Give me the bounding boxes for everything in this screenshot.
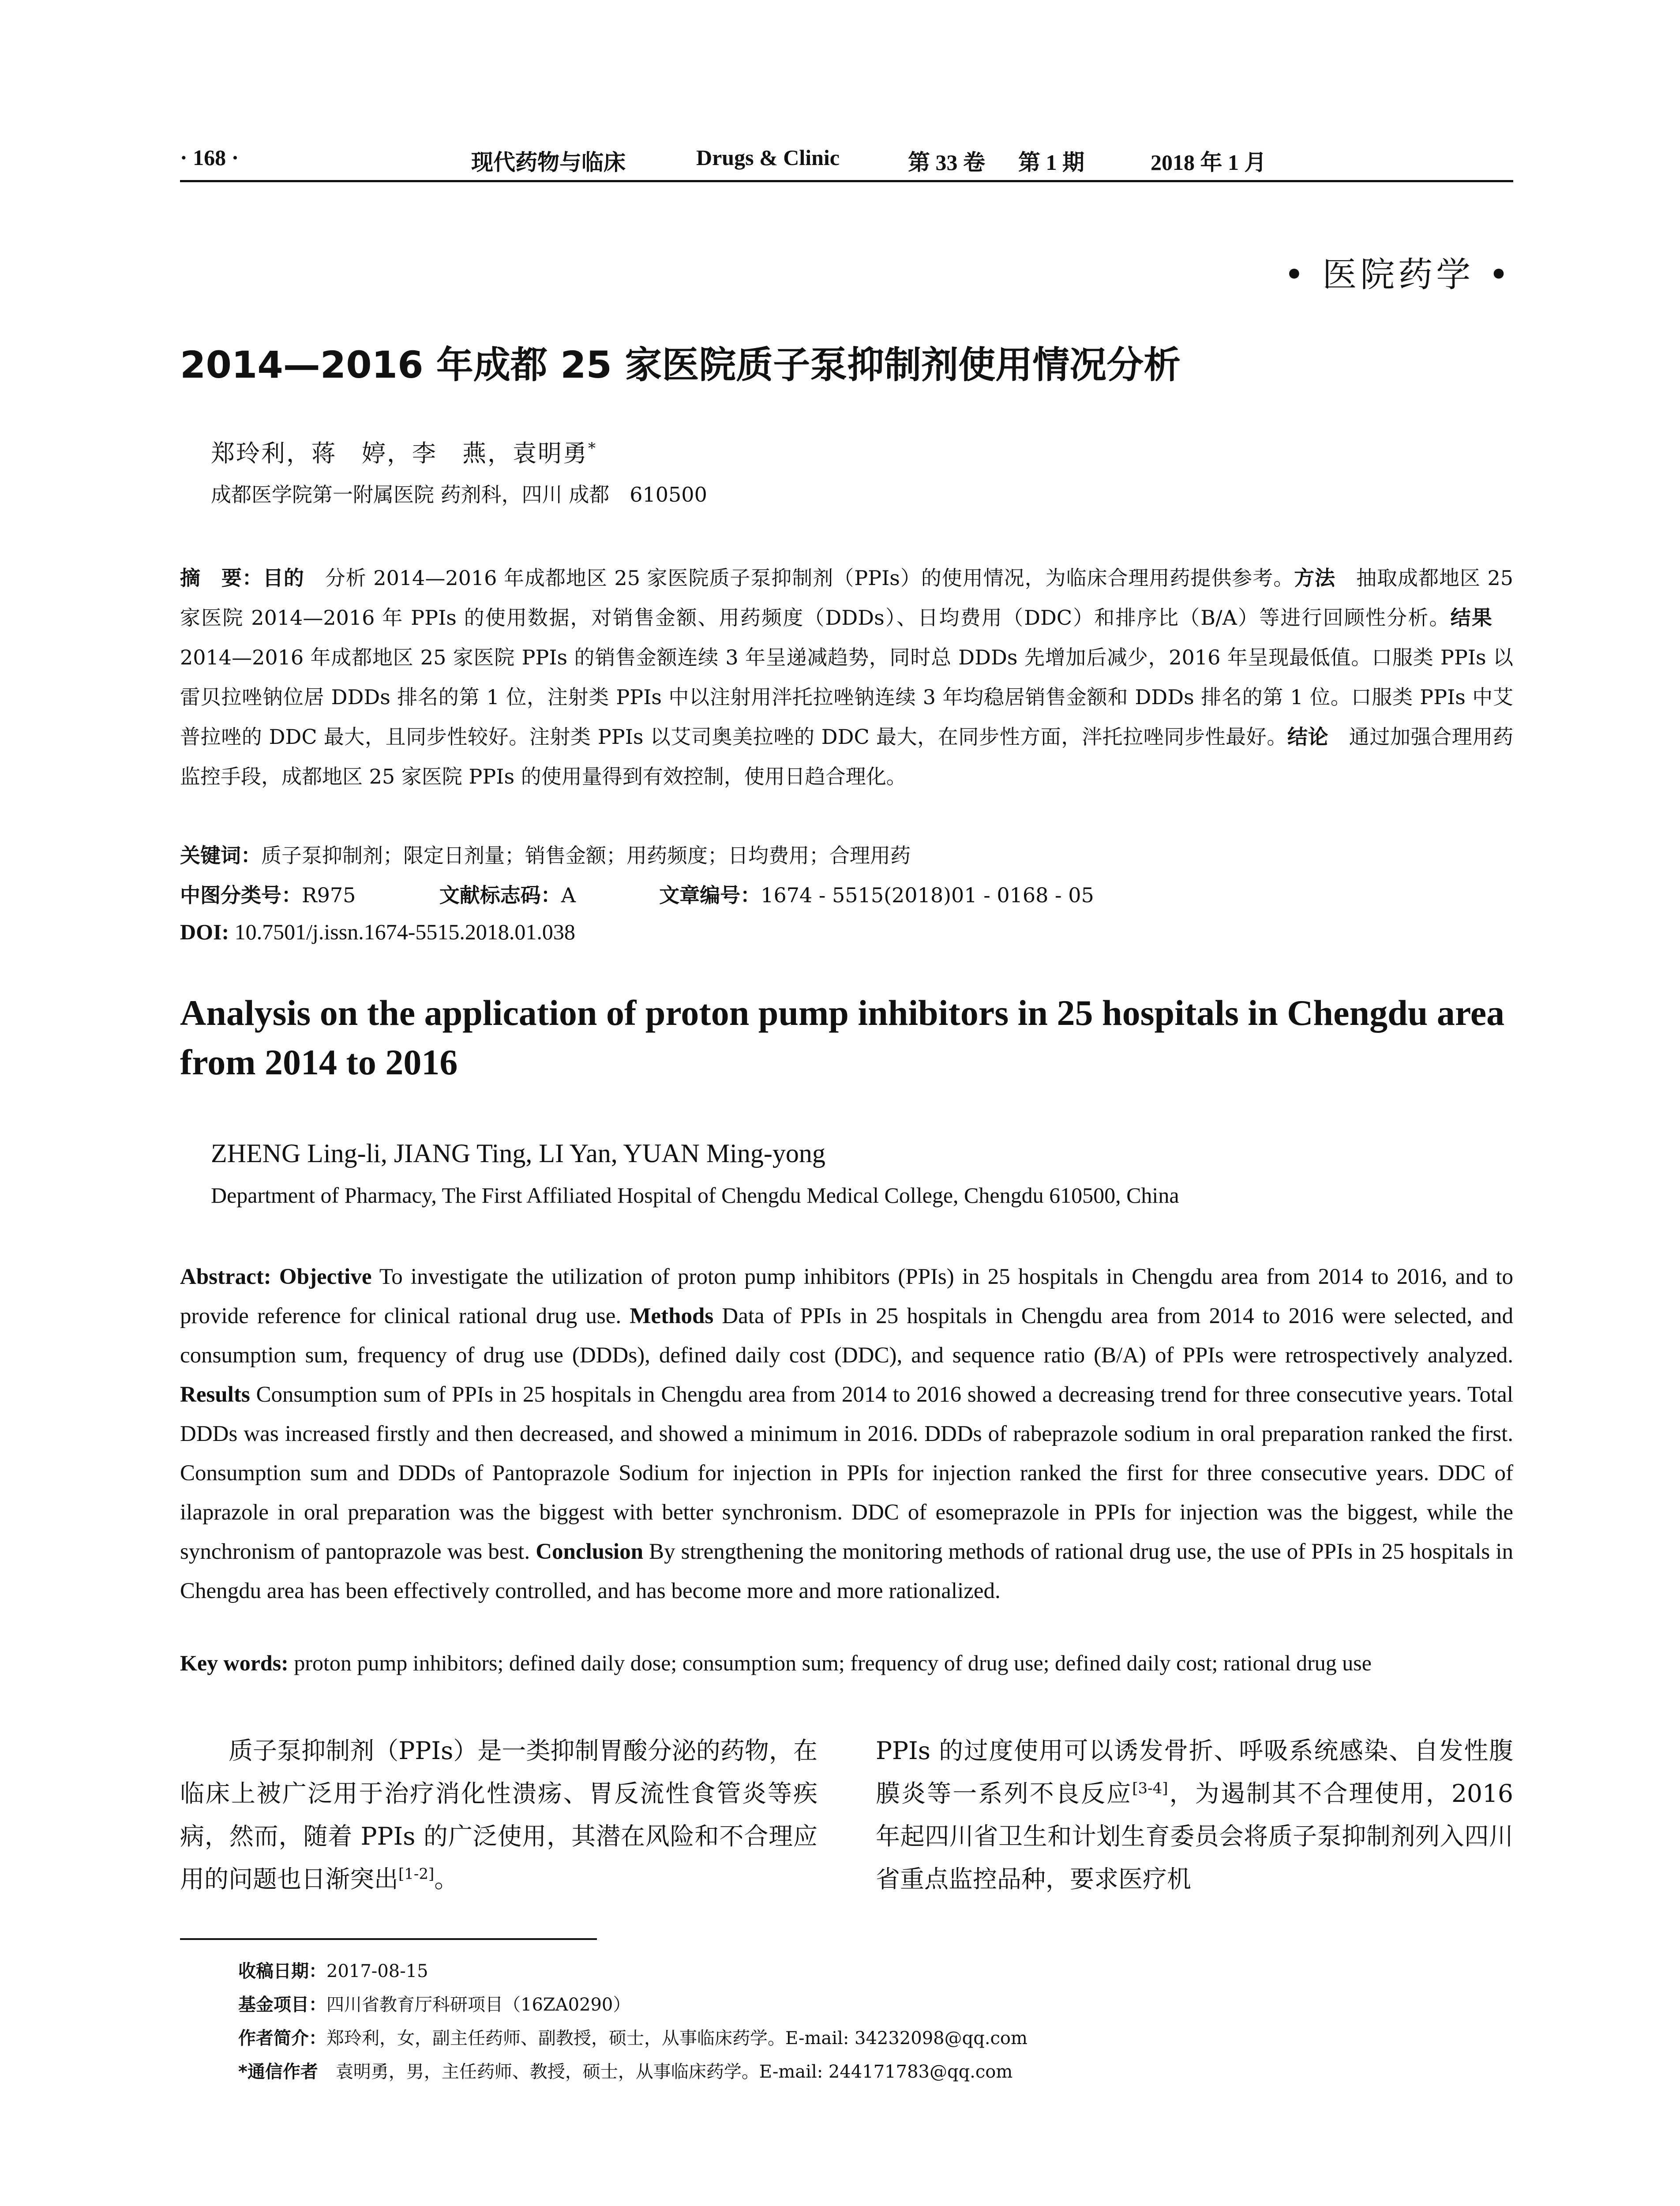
doc-code-value: A (561, 883, 576, 907)
section-label: • 医院药学 • (1284, 255, 1512, 295)
objective-label-cn: 目的 (262, 566, 304, 590)
journal-name-en: Drugs & Clinic (696, 145, 840, 170)
title-cn: 2014—2016 年成都 25 家医院质子泵抑制剂使用情况分析 (180, 343, 1181, 386)
keywords-en (180, 1650, 1521, 1676)
footnote-label: 收稿日期： (238, 1961, 326, 1981)
conclusion-cn: 通过加强合理用药监控手段，成都地区 25 家医院 PPIs 的使用量得到有效控制，使用日趋合理化。 (180, 725, 1514, 788)
issue: 第 1 期 (1018, 150, 1084, 175)
doi-label: DOI: (180, 919, 229, 944)
keywords-text-cn: 质子泵抑制剂；限定日剂量；销售金额；用药频度；日均费用；合理用药 (261, 844, 911, 867)
objective-cn: 分析 2014—2016 年成都地区 25 家医院质子泵抑制剂（PPIs）的使用情况，为临床合理用药提供参考。 (304, 566, 1294, 590)
issue-date: 2018 年 1 月 (1151, 150, 1267, 175)
footnote-label: 基金项目： (238, 1995, 326, 2015)
article-number-label: 文章编号： (659, 883, 761, 907)
authors-en: ZHENG Ling-li, JIANG Ting, LI Yan, YUAN Ming-yong (211, 1139, 825, 1168)
conclusion-label-en: Conclusion (536, 1539, 643, 1564)
footnotes (238, 1955, 1028, 2089)
footnote-label: 作者简介： (238, 2028, 326, 2048)
footnote-received (238, 1955, 1028, 1988)
body-paragraph (180, 1730, 818, 1901)
conclusion-en: By strengthening the monitoring methods of rational drug use, the use of PPIs in 25 hospitals in Chengdu area has been effectively controlled, and has become more and more rationalized. (180, 1539, 1513, 1603)
abstract-cn (180, 558, 1513, 796)
body-text: PPIs 的过度使用可以诱发骨折、呼吸系统感染、自发性腹膜炎等一系列不良反应 (876, 1737, 1513, 1808)
keywords-label-en: Key words: (180, 1651, 289, 1675)
body-text: 。 (434, 1865, 459, 1893)
keywords-text-en: proton pump inhibitors; defined daily dose; consumption sum; frequency of drug use; defined daily cost; rational drug use (288, 1651, 1372, 1675)
author-names-cn: 郑玲利，蒋 婷，李 燕，袁明勇 (211, 439, 588, 467)
clc-label: 中图分类号： (180, 883, 302, 907)
footnote-corresponding (238, 2055, 1028, 2089)
body-column-right (876, 1730, 1513, 1901)
doc-code-label: 文献标志码： (439, 883, 561, 907)
abstract-label-cn: 摘 要： (180, 566, 263, 590)
abstract-label-en: Abstract: (180, 1264, 279, 1289)
running-header (180, 140, 1513, 182)
body-paragraph (876, 1730, 1513, 1901)
affiliation-en: Department of Pharmacy, The First Affiliated Hospital of Chengdu Medical College, Chengdu 610500, China (211, 1183, 1179, 1208)
results-label-en: Results (180, 1382, 250, 1407)
clc-value: R975 (302, 883, 356, 907)
objective-label-en: Objective (279, 1264, 372, 1289)
footnote-divider (180, 1938, 597, 1940)
results-cn: 2014—2016 年成都地区 25 家医院 PPIs 的销售金额连续 3 年呈递减趋势，同时总 DDDs 先增加后减少，2016 年呈现最低值。口服类 PPIs 以雷贝拉唑钠位居 DDDs 排名的第 1 位，注射类 PPIs 中以注射用泮托拉唑钠连续 3 年均稳居销售金额和 DDDs 排名的第 1 位。口服类 PPIs 中艾普拉唑的 DDC 最大，且同步性较好。注射类 PPIs 以艾司奥美拉唑的 DDC 最大，在同步性方面，泮托拉唑同步性最好。 (180, 606, 1514, 749)
methods-en: Data of PPIs in 25 hospitals in Chengdu area from 2014 to 2016 were selected, and consumption sum, frequency of drug use (DDDs), defined daily cost (DDC), and sequence ratio (B/A) of PPIs were retrospectively analyzed. (180, 1304, 1513, 1368)
footnote-text: 郑玲利，女，副主任药师、副教授，硕士，从事临床药学。E-mail: 34232098@qq.com (326, 2028, 1028, 2048)
body-text: 质子泵抑制剂（PPIs）是一类抑制胃酸分泌的药物，在临床上被广泛用于治疗消化性溃疡、胃反流性食管炎等疾病，然而，随着 PPIs 的广泛使用，其潜在风险和不合理应用的问题也日渐突出 (180, 1737, 818, 1893)
volume: 第 33 卷 (908, 150, 985, 175)
article-number-value: 1674 - 5515(2018)01 - 0168 - 05 (761, 883, 1094, 907)
conclusion-label-cn: 结论 (1287, 725, 1329, 749)
keywords-label-cn: 关键词： (180, 844, 261, 867)
methods-cn: 抽取成都地区 25 家医院 2014—2016 年 PPIs 的使用数据，对销售金额、用药频度（DDDs）、日均费用（DDC）和排序比（B/A）等进行回顾性分析。 (180, 566, 1514, 630)
doi-line (180, 919, 575, 945)
body-text: ，为遏制其不合理使用，2016 年起四川省卫生和计划生育委员会将质子泵抑制剂列入四川省重点监控品种，要求医疗机 (876, 1779, 1513, 1893)
methods-label-en: Methods (630, 1304, 714, 1328)
classification-line (180, 879, 1094, 908)
footnote-fund (238, 1988, 1028, 2022)
footnote-text: 2017-08-15 (326, 1961, 428, 1981)
citation: [3-4] (1132, 1779, 1168, 1797)
results-label-cn: 结果 (1450, 606, 1493, 630)
footnote-author (238, 2022, 1028, 2055)
footnote-text: 袁明勇，男，主任药师、教授，硕士，从事临床药学。E-mail: 244171783@qq.com (318, 2062, 1013, 2082)
methods-label-cn: 方法 (1294, 566, 1336, 590)
authors-cn (211, 435, 597, 469)
corresponding-mark: * (588, 439, 597, 457)
affiliation-cn: 成都医学院第一附属医院 药剂科，四川 成都 610500 (211, 483, 707, 506)
doi-value: 10.7501/j.issn.1674-5515.2018.01.038 (229, 919, 575, 944)
title-en: Analysis on the application of proton pump inhibitors in 25 hospitals in Chengdu area from 2014 to 2016 (180, 993, 1505, 1082)
journal-name-cn: 现代药物与临床 (471, 150, 626, 175)
footnote-label: *通信作者 (238, 2062, 318, 2082)
page-number: · 168 · (180, 145, 239, 170)
body-column-left (180, 1730, 818, 1901)
results-en: Consumption sum of PPIs in 25 hospitals in Chengdu area from 2014 to 2016 showed a decreasing trend for three consecutive years. Total DDDs was increased firstly and then decreased, and showed a minimum in 2016. DDDs of rabeprazole sodium in oral preparation ranked the first. Consumption sum and DDDs of Pantoprazole Sodium for injection in PPIs for injection ranked the first for three consecutive years. DDC of ilaprazole in oral preparation was the biggest with better synchronism. DDC of esomeprazole in PPIs for injection was the biggest, while the synchronism of pantoprazole was best. (180, 1382, 1513, 1564)
keywords-cn (180, 840, 911, 869)
objective-en: To investigate the utilization of proton pump inhibitors (PPIs) in 25 hospitals in Chengdu area from 2014 to 2016, and to provide reference for clinical rational drug use. (180, 1264, 1513, 1328)
citation: [1-2] (398, 1865, 435, 1883)
abstract-en (180, 1257, 1513, 1611)
footnote-text: 四川省教育厅科研项目（16ZA0290） (326, 1995, 631, 2015)
